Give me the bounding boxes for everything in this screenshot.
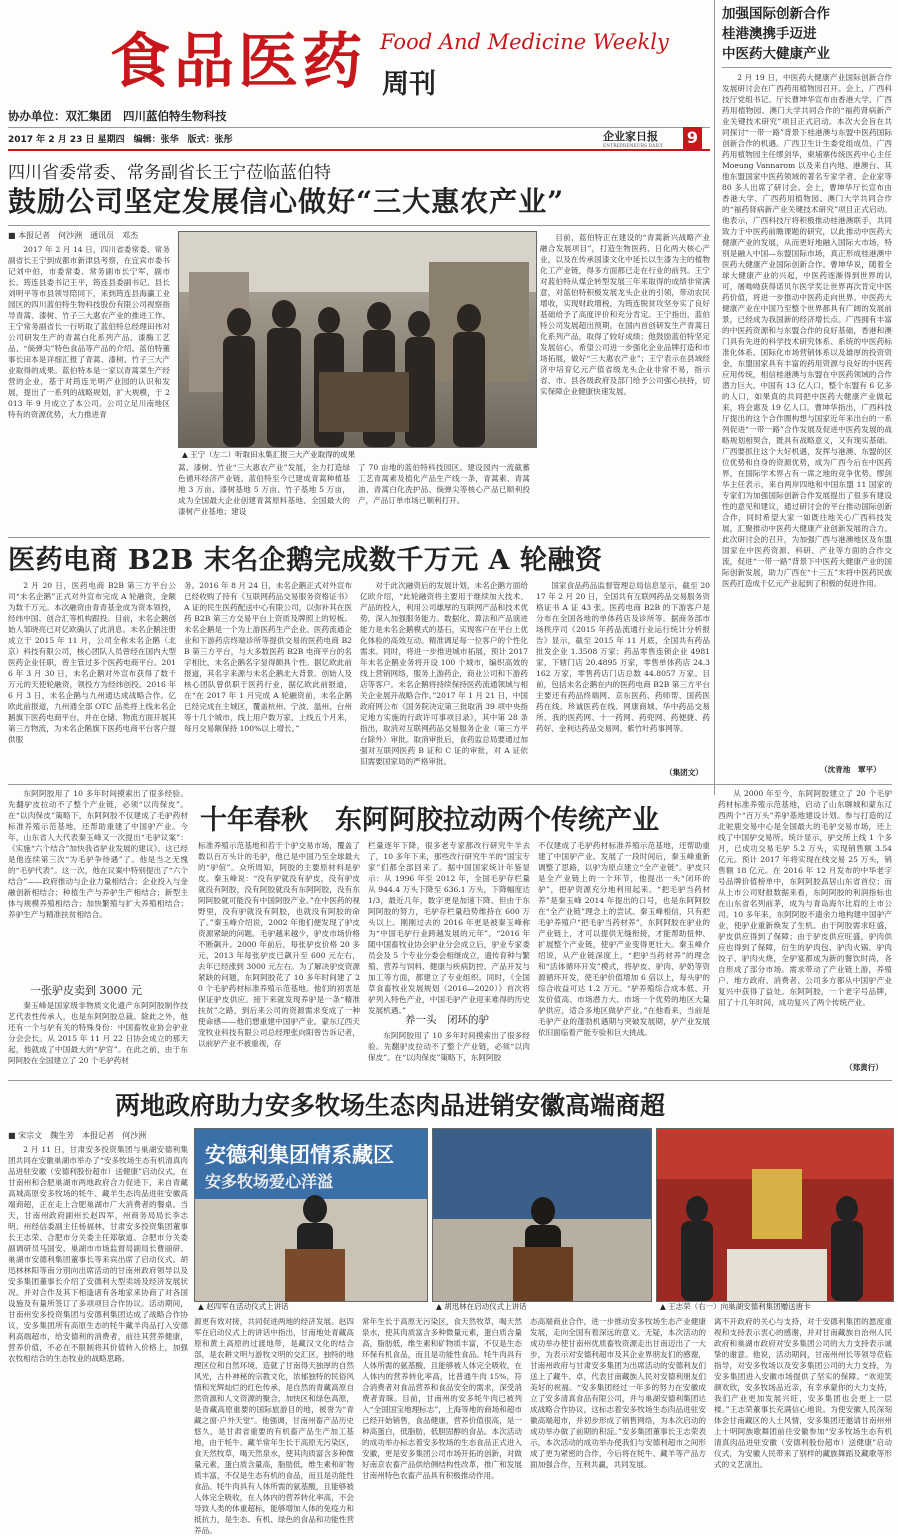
sidebar-headline xyxy=(722,4,892,64)
masthead-cohost: 协办单位：双汇集团 四川蓝伯特生物科技 xyxy=(8,109,227,123)
article4-col2 xyxy=(194,1316,354,1535)
sidebar-byline: （沈青池 覃平） xyxy=(820,765,881,774)
article3-col5-text: 从 2000 年至今，东阿阿胶建立了 20 个毛驴药材标准养殖示范基地，启动了山东聊城和蒙东辽西两个“百万头”养驴基地建设计划。参与打造的辽北驼鹿交易中心是全国最大的毛驴交易市场，还上线了中国驴交易所。统计显示，驴交所上线 1 个多月，已成功交易毛驴 5.2 万头，实现销售额 3.54 亿元。预计 2017 年将实现在线交易 25 万头，销售额 18 亿元。在 2016 年 12 月发布的中华老字号品牌价值榜单中，东阿阿胶高居山东省首位；而从上市公司财报数据来看，东阿阿胶的利润指标也在山东省名列前茅，成为与青岛海尔比肩的上市公司。10 多年来，东阿阿胶不遗余力地构建中国驴产业，使驴业重新焕发了生机。由于阿胶需求旺盛，驴皮供应得到了保障；由于驴皮供应旺盛，驴肉供应也得到了保障，衍生的驴肉包、驴肉火锅、驴肉饺子、驴肉火烧，全驴宴都成为新的餐饮时尚，各自形成了部分市场。需求带动了产业链上游，养殖户、地方政府、消费者、公司多方都从中国驴产业复兴中获得了益处。东阿阿胶，一个老字号品牌，用了十几年时间，成功复兴了两个传统产业。 xyxy=(718,789,892,1007)
article3-col3b-text: 东阿阿胶用了 10 多年时间摸索出了很多经验。先翻驴皮拉动不了整个产业链，必须“以肉保皮”。在“以肉保皮”策略下，东阿阿胶 xyxy=(368,1031,530,1062)
article4-banner-text2: 安多牧场爱心洋溢 xyxy=(205,1172,334,1191)
article3-col4-text: 不仅建成了毛驴药材标准养殖示范基地，还帮助重建了中国驴产业。发展了一段时间后，秦玉峰重新调整了思路，以驴为原点建立“全产业链”。驴皮只是全产业链上的一个环节，他提出一头“闭环的驴”，把驴资源充分地利用起来。“把毛驴当药材养”是秦玉峰 2014 年提出的口号，也是东阿阿胶在“全产业链”理念上的尝试。秦玉峰相信，只有把毛驴养殖户“把毛驴当药材养”，东阿阿胶在驴业的产业链上，才可以提供无缝衔接，才能帮助扭伸、扩展整个产业链，使驴产业变得更壮大。秦玉峰介绍说，从产业链深度上，“把驴当药材养”的理念和“活体循环开发”模式，将驴皮、驴肉、驴奶等资源循环开发，使毛驴价值增加 6 倍以上，每头驴的综合收益可达 1.2 万元。“驴养殖综合成本低、开发价值高、市场潜力大、市场一个优势的地区大量驴供应，适合多地区做驴产业。”在他看来，当前是毛驴产业的蓬勃机遇期与突破发展期，驴产业发展依旧面临着产能专验和巨大挑战。 xyxy=(538,841,710,1037)
article4-col2-text: 源更有效对接，共同促进两地的经济发展。赵四军在启动仪式上的讲话中指出，甘南地处青藏高原和黄土高原的过渡地带，是藏汉文化的结合部，是农耕文明与游牧文明的交汇区，独特的地理区位和自然环境，造就了甘南得天独厚的自然风光，古朴神秘的宗教文化，浓郁独特的民俗风情和光辉灿烂的红色传承，是自然的青藏高原自然资源和人文资源的聚合，加快区和绿色高原，是青藏高原重要的国际旅游目的地，被誉为“青藏之窗·户外天堂”。他强调，甘南州畜产品历史悠久，是甘肃省重要的有机畜产品生产加工基地，由于牦牛、藏羊常年生长于高原无污染区，食天然牧草，喝天然泉水，使其肉质富含多种微量元素，蛋白质含量高，脂肪低，维生素和矿物质丰富，不仅是生态有机的食品，而且是功能性食品。牦牛肉具有人体所需的氨基酸，且能够被人体完全吸收，在人体内的营养转化率高，不会导致人类的体重超标，能够增加人体的免疫力和抵抗力，是生态、有机、绿色的食品和功能性营养品。 xyxy=(194,1317,354,1535)
article2-byline: （集团文） xyxy=(665,768,703,777)
article4-photo2 xyxy=(432,1128,652,1302)
article3-col1b-text: 秦玉峰是国家级非物质文化遗产东阿阿胶制作技艺代表性传承人，也是东阿阿胶总裁。除此之外，他还有一个与驴有关的特殊身份：中国畜牧业协会驴业分会会长。从 2015 年 11 月 22 日协会成立的那天起，他就成了中国最大的“驴官”。在此之前，由于东阿阿胶在全国建立了 20 个毛驴药材 xyxy=(8,1001,188,1065)
dateline: 2017 年 2 月 23 日 星期四 编辑：张华 版式：张彤 xyxy=(8,135,233,145)
article4-photo1 xyxy=(194,1128,428,1302)
article1-col2-text: 蒿、漆树、竹业“三大惠农产业”发展，全力打造绿色循环经济产业链。蓝伯特至今已建成青蒿种植基地 3 万亩、漆树基地 5 万亩、竹子基地 5 万亩，成为全国最大企业创建青蒿原料基地、全国最大的漆树产业基地；建设 xyxy=(178,463,350,516)
article3-col2-text: 标准养殖示范基地和若干个驴交易市场，覆盖了数以百万头计的毛驴，他已是中国乃至全球最大的“驴倌”。众所周知，阿胶的主要原材料是驴皮。秦玉峰说：“没有驴就没有驴皮，没有驴皮就没有阿胶，没有阿胶就没有东阿阿胶，没有东阿阿胶就可能没有中国阿胶产业。”在中医药的视野里，没有驴就没有阿胶，也就没有阿胶的命了。”秦玉峰介绍说，2002 年他们便发现了驴皮资源紧缺的问题。毛驴越来越少，驴皮市场价格不断飙升。2000 年前后，每张驴皮价格 20 多元，2013 年每张驴皮已飙升至 600 元左右，去年已经涨到 3000 元左右。为了解决驴皮资源紧缺的问题，东阿阿胶花了 10 多年时间建了 20 个毛驴药材标准养殖示范基地。他们的初衷是保证驴皮供应。接下来就发现养驴是一条“精准扶贫”之路，到后来公司的资源需求变成了一种使命感——他们想重建中国驴产业。蒙东辽西天宠牧业科技有限公司总经理张向阳曾告诉记者，以前驴产业不被重视，存 xyxy=(198,841,360,1048)
sidebar-headline-2: 桂港澳携手迈进 xyxy=(722,26,817,42)
masthead-red-rule xyxy=(8,149,710,151)
article4-caption1: ▲ 赵四军在活动仪式上讲话 xyxy=(198,1302,289,1311)
article2-col4 xyxy=(536,580,710,766)
article1-col1-text: 2017 年 2 月 14 日，四川省委常委、常务副省长王宁到成都市新津县考察，在宜宾市委书记刘中伯，市委常委、常务副市长宁军，副市长、筠连县委书记王平，筠连县委副书记、县长刘明平等市县领导陪同下，来到筠连县海瀛工业园区的四川蓝伯特生物科技股份有限公司视察指导青蒿、漆树、竹子三大惠农产业的推进工作。王宁常务副省长一行听取了蓝伯特总经理田伟对公司研发生产的青蒿白化系列产品、漆酶工艺品、“倘弹尖”特色食品等产品的介绍。蓝伯特董事长田本是详细汇报了青蒿、漆树、竹子三大产业取得的成果。蓝伯特本是一家以青蒿菜生产经营的企业，基于对筠连光明产业园的认识和发展，提出了一系列的战略规划，扩大规模，于 2013 年 9 月成立了本公司。公司立足川南地区特有的资源优势，大力推进青 xyxy=(8,245,170,419)
article1-caption: ▲ 王宁（左二）听取田永集汇报三大产业取得的成果 xyxy=(182,450,356,459)
masthead xyxy=(0,0,720,150)
paper-name-cn: 企业家日报 xyxy=(603,130,658,143)
masthead-weekly: 周刊 xyxy=(382,69,436,100)
article4-photo3-image xyxy=(657,1129,893,1301)
article3-col1-text: 东阿阿胶用了 10 多年时间摸索出了很多经验。先翻驴皮拉动不了整个产业链，必须“以肉保皮”。在“以肉保皮”策略下，东阿阿胶不仅建成了毛驴药材标准养殖示范基地，还帮助重建了中国驴产业。今年，山东省人大代表秦玉峰又一次提出“毛驴议案”：《实施“六个结合”加快我省驴业发展的建议》。这已经是他连续第三次“为毛驴争待遇”了。他是当之无愧的“毛驴代表”。这一次，他在议案中特别提出了“六个结合”——政府推动与企业力量相结合；企业投入与金融创新相结合；种植生产与养驴生产相结合；新型主体与规模养殖相结合；加快繁殖与扩大养殖相结合；养驴生产与精准扶贫相结合。 xyxy=(8,789,188,919)
article3-byline: （郑黄行） xyxy=(845,1063,883,1072)
article1-photo xyxy=(178,231,537,448)
article3-col1b xyxy=(8,1000,188,1072)
sidebar-headline-3: 中医药大健康产业 xyxy=(722,46,830,62)
masthead-title-en: Food And Medicine Weekly xyxy=(380,30,669,54)
article3-col2 xyxy=(198,840,360,1072)
article1-rule xyxy=(8,225,710,226)
sidebar-body xyxy=(722,72,892,764)
sidebar-body-text: 2 月 19 日，中医药大健康产业国际创新合作发展研讨会在广西药用植物园召开。会上，广西科技厅党组书记、厅长曹坤华宣布由香港大学、广西药用植物园、澳门大学共同合作的“福药肾病新产业关键技术研究”项目正式启动。本次大会旨在共同探讨“一带一路”背景下桂港澳与东盟中医药国际创新合作的机遇。广西卫生计生委党组成员、广西药用植物园主任缪剑华，柬埔寨传统医药中心主任 Moeung Vannarom 以及来自内地、港澳台、其他东盟国家中医药领域的著名专家学者、企业家等 80 多人出席了研讨会。会上，曹坤华厅长宣布由香港大学、广西药用植物园、澳门大学共同合作的“福药肾病新产业关键技术研究”项目正式启动。他表示，广西科技厅将积极推动桂港澳联手，共同致力于中医药前瞻课题的研究，以此推动中医药大健康产业的发展，从而更好地融入国际大市场，特别是融入中国—东盟国际市场，真正形成桂港澳中医药大健康产业国际创新合作。曹坤华说，随着全球大健康产业的兴起，中医药逐渐得到世界的认可，屠呦呦获得诺贝尔医学奖让世界再次肯定中医药价值，将进一步推动中医药走向世界。中医药大健康产业在中国乃至整个世界都具有广阔的发展前景，已经成为我国新的经济增长点。广西拥有丰富的中医药资源和与东盟合作的良好基础，香港和澳门具有先进的科学技术研究体系、系统的中医药标准化体系、国际化市场营销体系以及雄厚的投资资金，东盟国家具有丰富的药用资源与良好的中医药应用传统，相信桂港澳与东盟在中医药领域的合作潜力巨大。中国有 13 亿人口，整个东盟有 6 亿多的人口，如果真的共同把中医药大健康产业做起来，将会惠及 19 亿人口。曹坤华指出，广西科技厅提出的这个合作圈构想与国家近年来出台的一系列促进“一带一路”合作发展及促进中医药发展的战略规划相契合，既具有战略意义，又有现实基础。广西要抓住这个大好机遇，发挥与港澳、东盟的区位优势和自身的资源优势，成为广西今后在中医药界，在国际学术界占有一席之地的竞争优势。缪剑华主任表示，来自两岸四地和中国东盟 11 国家的专家们为加强国际创新合作发展提出了很多有建设性的意见和建议，通过研讨会的平台推动国际创新合作，同时希望大家一如既往地关心广西科技发展，汇聚推动中医药大健康产业创新发展的合力。此次研讨会的召开，为加强广西与港澳地区及东盟国家在中医药资源、科研、产业等方面的合作交流，促进“一带一路”背景下中医药大健康产业的国际创新发展，助力广西在“十三五”末将中医药民族医药打造成千亿元产业起到了积极的促进作用。 xyxy=(722,73,892,588)
article4-reporter: ■ 宋宗文 魏生芳 本报记者 何沙洲 xyxy=(8,1131,147,1140)
article4-photo3 xyxy=(656,1128,894,1302)
article3-col5 xyxy=(718,788,892,1062)
article3-col4 xyxy=(538,840,710,1072)
article1-col1 xyxy=(8,244,170,462)
article3-title: 十年春秋 东阿阿胶拉动两个传统产业 xyxy=(200,805,659,836)
article1-col3 xyxy=(358,462,530,530)
article3-col1 xyxy=(8,788,188,978)
article4-banner-text: 安德利集团情系藏区 xyxy=(205,1143,394,1167)
masthead-title: 食品医药 xyxy=(110,27,366,97)
article4-title: 两地政府助力安多牧场生态肉品进销安徽高端商超 xyxy=(115,1091,666,1120)
article2-col2-text: 务。2016 年 8 月 24 日，未名企鹅正式对外宣布已经收购了持有《互联网药品交易服务资格证书》A 证的民生医药配送中心有限公司，以弥补其在医药 B2B 第三方交易平台上资质及牌照上的短板。未名企鹅是一个为上游医药生产企业、医药流通企业和下游药店终端诊所等提供交易的医药电商 B2B 第三方平台，与大多数医药 B2B 电商平台的名字相比，未名企鹅名字显得颇具个性。据亿欧此前报道，其名字来源与未名企鹅北大背景。创始人及核心团队曾供职于医药行业，据亿欧此前报道，在“在 2017 年 1 月完成 A 轮融资前，未名企鹅已经完成在主城区，覆盖杭州、宁波、温州、台州等十几个城市，线上用户数万家，上线五个月来，每月交易额保持 100%以上增长。” xyxy=(184,581,352,733)
article3-pullquote: 一张驴皮卖到 3000 元 xyxy=(30,984,142,997)
article1-photo-image xyxy=(179,232,536,447)
article4-caption2: ▲ 胡迅林在启动仪式上讲话 xyxy=(436,1302,527,1311)
article2-col4-text: 国家食品药品监督管理总局信息显示，截至 2017 年 2 月 20 日，全国共有互联网药品交易服务资格证书 A 证 43 张。医药电商 B2B 的下游客户是分布在全国各地的单体药店及诊所等。据商务部市场秩序司《2015 年药品流通行业运行统计分析报告》显示，截至 2015 年 11 月底，全国共有药品批发企业 1.3508 万家；药品零售连锁企业 4981 家，下辖门店 20.4895 万家，零售单体药店 24.3162 万家，零售药店门店总数 44.8057 万家。目前，包括未名企鹅在内的医药电商 B2B 第三方平台主要还有药品终端网、京东医药、药师帮、国药医药在线、珍诚医药在线、网康商城、华中药品交易所、我的医药网、十一药网、药兜网、药便捷、药药好、金利达药品交易网、紫竹叶药事网等。 xyxy=(536,581,710,733)
article4-col1-text: 2 月 11 日，甘肃安多投资集团与巢湖安德利集团共同在安徽巢湖市举办了“安多牧场生态有机清真肉品进驻安徽（安德利股份超市）送健康”启动仪式，在甘南州和合肥巢湖市两地政府合力促进下，来自青藏高城高原安多牧场的牦牛、藏羊生态肉品进驻安徽高端商超，正在走上合肥巢湖市广大消费者的餐桌。当天，甘南州政府副州长赵四军，州商务局局长李志明、州经信委副主任杨福林、甘肃安多投资集团董事长王志荣、合肥市分关委主任郑敏道、合肥市分关委副调研员马国安、巢湖市市场监督局副局长曹丽研、巢湖市安德利集团董事长等来宾出席了启动仪式。胡迅林林阳等南分别向出席活动的甘南州政府领导以及安多集团董事长介绍了安德利大型卖场及经济发展状况。并对合作及其下相逢诸有各地家来协商了对各国设施及有量所签订了多项项目合作协议。活动期间，甘南州安多投资集团与安德利集团达成了战略合作协议，安多集团所有高原生态的牦牛藏羊肉品打入安德利高端超市，给安德利的消费者，前往其营养健康，营养价值，不必在不限制将其价值转入价格上，加强农牧相结合的生态牧业的战略思路。 xyxy=(8,1145,188,1363)
article2-col1-text: 2 月 20 日，医药电商 B2B 第三方平台公司“未名企鹅”正式对外宣布完成 A 轮融资，金额为数千万元。本次融资由青青基金成为资本领投，经纬中国、创合汇等机构跟投。目前，未名企鹅创始人邹晓亮已对亿欧确认了此消息。未名企鹅注册成立于 2015 年 11 月，公司全称未名企鹅（北京）科技有限公司，核心团队人员曾经在国内大型医药企业任职，曾主管过多个医药电商平台。2016 年 3 月 30 日，未名企鹅对外宣布获得了数千万元的天使轮融资，领投方为经纬创投。2016 年 6 月 3 日，未名企鹅与九州通达成战略合作。亿欧此前报道，九州通全部 OTC 品类将上线未名企鹅旗下医药电商平台，并在仓储、物流方面开展其第三方物流，为未名企鹅旗下医药电商平台客户提供服 xyxy=(8,581,176,744)
article1-col2 xyxy=(178,462,350,530)
article3-col3b xyxy=(368,1030,530,1074)
article2-col2 xyxy=(184,580,352,778)
article1-col3-text: 了 70 亩地的蓝伯特科技园区。建设园内一流截蓄工艺青蒿素及植化产品生产线一条，青蒿素、青蒿油、青蒿白化洗护品、倘弹尖等核心产品已顺利投产，产品订单市场已顺利打开。 xyxy=(358,463,530,505)
article4-photo2-image xyxy=(433,1129,651,1301)
article3-col3-text: 栏量逐年下降，很多老专家都改行研究牛羊去了，10 多年下来，那些改行研究牛羊的“国宝专家”们都全部回来了。据中国国家统计年鉴显示：从 1996 年至 2012 年，全国毛驴存栏量从 944.4 万头下降至 636.1 万头，下降幅度达 1/3，最近几年，数字更是加速下降。但由于东阿阿胶的努力，毛驴存栏量趋势维持在 600 万头以上。刚刚过去的 2016 年更是被秦玉峰称为“中国毛驴行业跨越发展的元年”。“2016 年随中国畜牧业协会驴业分会成立后，驴业专家委员会及 5 个专业分委会相继成立，遗传育种与繁殖、营养与饲料、健康与疾病防控、产品开发与加工等方面，都建立了专业组织。同时，《全国草食畜牧业发展规划（2016—2020）》首次将驴列入特色产业，中国毛驴产业迎来难得的历史发展机遇。” xyxy=(368,841,530,1015)
sidebar-headline-rule xyxy=(722,67,892,68)
sidebar-divider xyxy=(714,0,715,795)
article3-pullquote2: 养一头 闭环的驴 xyxy=(405,1014,489,1026)
article4-col5 xyxy=(714,1316,892,1469)
paper-name-en: ENTREPRENEURS DAILY xyxy=(603,144,663,149)
page-number: 9 xyxy=(683,127,702,149)
article2-col3 xyxy=(360,580,528,778)
article3-col3 xyxy=(368,840,530,1015)
article4-caption3: ▲ 王志荣（右一）向巢湖安德利集团赠送唐卡 xyxy=(660,1302,811,1311)
article4-col5-text: 离不开政府的关心与支持，对于安德利集团的愿度重视和支持表示衷心的感谢，并对甘南藏族自治州人民政府和巢湖市政府对安多集团公司的大力支持表示诚挚的谢意。他说，活动期间，甘南州州长等领导莅临指导，对安多牧场以及安多集团公司的大力支持，为安多集团进入安徽市场提供了坚实的保障。“欢迎笑颜欢欣，安多牧场品近亲，有幸承蒙你的大力支持，我们产业更加发展兴旺，安多集团也会更上一层楼。”王志荣董事长充满信心地说。为使安徽人民深刻体会甘南藏区的人土风情，安多集团还邀请甘南州州上十明阿族歌舞团前往安徽参加“安多牧场生态有机清真肉品进驻安徽（安德利股份超市）送健康”启动仪式，为安徽人民带来了别样的藏族舞蹈及藏歌等形式的文艺演出。 xyxy=(714,1317,892,1469)
article4-col4 xyxy=(530,1316,706,1469)
sidebar-headline-1: 加强国际创新合作 xyxy=(722,6,830,22)
article1-col4-text: 目前，蓝伯特正在建设的“青蒿新兴战略产业融合发展项目”，打造生物医药、日化两大核心产业，以及在传承国漆文化中延长以生漆为主的植物化工产业链，得多方面都已走在行业的前列。王宁对蓝伯特从煤企转型发展三年来取得的成绩非常满意，对蓝伯特积极发展龙头企业的引领，带动农民增收，实现财政增税，为筠连脱贫攻坚夯实了良好基础给予了高度评价和充分肯定。王宁指出，蓝伯特公司发展超出预期，在国内首创研发生产青蒿日化系列产品，取得了较好成绩；他鼓励蓝伯特坚定发展信心，希望公司进一步强化企业品牌打造和市场拓展，做好“三大惠农产业”；王宁表示在县域经济中培育亿元产值省级龙头企业非常不易，指示省、市、县各级政府及部门给予公司强心扶持，切实保障企业健康快速发展。 xyxy=(540,233,710,396)
article4-col3-text: 常年生长于高原无污染区，食天然牧草，喝天然泉水，使其肉质富含多种微量元素，蛋白质含量高，脂肪低，维生素和矿物质丰富，不仅是生态环保有机食品，而且是功能性食品。牦牛肉具有人体所需的氨基酸，且能够被人体完全吸收，在人体内的营养转化率高，比普通牛肉 15%，符合消费者对食品营养和食品安全的需求，深受消费者青睐。目前，甘南州的安多牦牛肉已被列入“全国国宝地理标志”，上海等地的商场和超市已经开始销售，食品健康，营养价值很高，是一种高蛋白，低脂肪，低胆固醇的食品。本次活动的成功举办标志着安多牧场的生态食品正式进入安徽，更是安多集团公司市场开拓的创新，对做好南京农畜产品供给侧结构性改革，推广和发展甘南州特色农畜产品具有积极推动作用。 xyxy=(362,1317,522,1480)
article4-col4-text: 态高端商业合作，进一步推动安多牧场生态产业健康发展，走向全国有着深远的意义。无疑，本次活动的成功举办使甘南州优质畜牧资源走出甘南迈出了一大步，为表示对安德利超市及其企业界朋友们的感谢，甘南州政府与甘肃安多集团为出席活动的安德利友们送上了藏牛、卓，代表甘南藏族人民对安德利朋友们美好的祝福。“安多集团经过一年多的努力在安徽成立了安多清真食品有限公司，并与巢湖安德利集团达成战略合作协议，这标志着安多牧场生态肉品进驻安徽高端超市，并初步形成了销售网络，为本次启动的成功举办做了前期的积淀。”安多集团董事长王志荣表示，本次活动的成功举办使我们与安德利超市之间形成了更为紧密的合作，今后将在牦牛、藏羊等产品方面加强合作，互利共赢，共同发展。 xyxy=(530,1317,706,1469)
article1-subtitle: 四川省委常委、常务副省长王宁莅临蓝伯特 xyxy=(8,163,331,183)
article4-col1 xyxy=(8,1144,188,1436)
article1-reporter: ■ 本报记者 何沙洲 通讯员 邓杰 xyxy=(8,231,139,240)
article4-col3 xyxy=(362,1316,522,1480)
article1-col4 xyxy=(540,232,710,476)
article2-title: 医药电商 B2B 末名企鹅完成数千万元 A 轮融资 xyxy=(8,545,603,576)
article2-col1 xyxy=(8,580,176,778)
article2-col3-text: 对于此次融资后的发展计划，未名企鹅方面给亿欧介绍，“此轮融资将主要用于继续加大技术、产品的投入，利用公司雄厚的互联网产品和技术优势，深入加强服务能力。数据化、算法和产品演进能力是未名企鹅模式的基石，实现客户在平台上优化体验的高效互动。精准调足每一位客户的个性化需求。同时，将进一步推进城市拓展，预计 2017 年未名企鹅业务将开设 100 个城市，编织高效的线上营销网络，服务上游药企，商业公司和下游药店等客户。未名企鹅将持续保持医药流通领域与相关企业展开战略合作。”2017 年 1 月 21 日，中国政府网公布《国务院决定第三批取消 39 项中央指定地方实施的行政许可事项目录》，其中第 28 条指出，取消对互联网药品交易服务企业（第三方平台除外）审批。取消审批后，食药监总局要通过加强对互联网医药 B 证和 C 证的审批，对 A 证依旧需要国家局的严格审批。 xyxy=(360,581,528,766)
article2-bottom-rule xyxy=(8,784,892,785)
article4-top-rule xyxy=(8,1080,892,1081)
paper-name xyxy=(603,128,683,148)
article1-title: 鼓励公司坚定发展信心做好“三大惠农产业” xyxy=(8,185,565,218)
